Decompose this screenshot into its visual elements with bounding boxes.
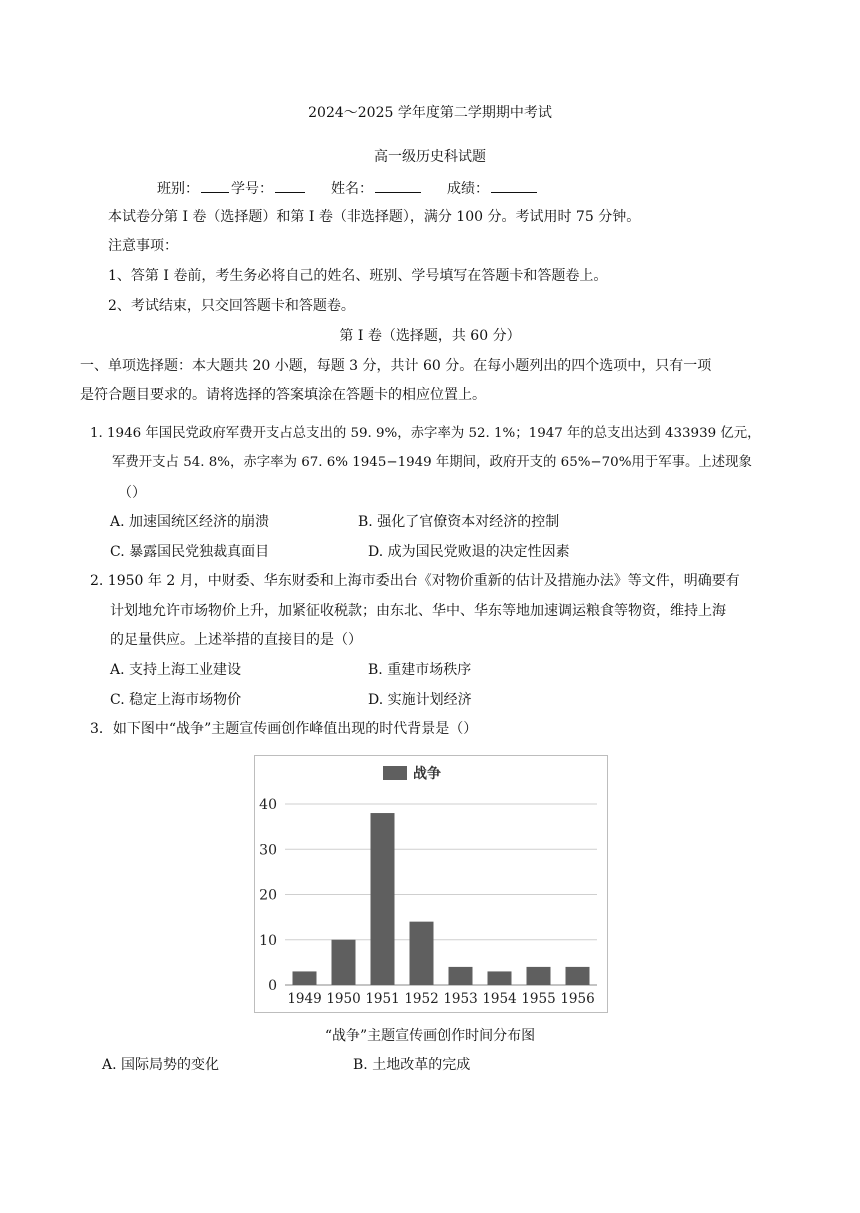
- score-label: 成绩：: [447, 181, 489, 197]
- q1-stem-line-3: （）: [118, 485, 146, 501]
- section-instruction-1: 一、单项选择题：本大题共 20 小题，每题 3 分，共计 60 分。在每小题列出的四个选项中，只有一项: [80, 358, 712, 374]
- bar: [566, 967, 590, 985]
- q2-stem-line-3: 的足量供应。上述举措的直接目的是（）: [110, 632, 362, 648]
- x-tick-label: 1950: [326, 991, 361, 1007]
- q2-option-b[interactable]: B. 重建市场秩序: [368, 662, 472, 678]
- y-tick-label: 40: [259, 797, 277, 813]
- q1-option-c[interactable]: C. 暴露国民党独裁真面目: [110, 544, 270, 560]
- q2-option-c[interactable]: C. 稳定上海市场物价: [110, 692, 242, 708]
- q2-stem-line-2: 计划地允许市场物价上升，加紧征收税款；由东北、华中、华东等地加速调运粮食等物资，维持上海: [110, 603, 726, 619]
- name-label: 姓名：: [331, 181, 373, 197]
- q1-option-b[interactable]: B. 强化了官僚资本对经济的控制: [358, 514, 560, 530]
- y-tick-label: 20: [259, 887, 277, 904]
- x-tick-label: 1949: [287, 991, 322, 1007]
- bar: [332, 940, 356, 985]
- section-instruction-2: 是符合题目要求的。请将选择的答案填涂在答题卡的相应位置上。: [80, 387, 486, 403]
- x-tick-label: 1955: [521, 991, 556, 1007]
- bar: [371, 813, 395, 985]
- q3-stem-line-1: 3．如下图中“战争”主题宣传画创作峰值出现的时代背景是（）: [90, 721, 478, 737]
- class-blank[interactable]: [201, 178, 229, 193]
- student-info-row: [157, 178, 539, 199]
- exam-intro: 本试卷分第 I 卷（选择题）和第 I 卷（非选择题），满分 100 分。考试用时 75 分钟。: [108, 209, 641, 225]
- chart-caption: “战争”主题宣传画创作时间分布图: [324, 1028, 536, 1044]
- q2-option-a[interactable]: A. 支持上海工业建设: [110, 662, 242, 678]
- x-tick-label: 1952: [404, 991, 439, 1007]
- q3-option-b[interactable]: B. 土地改革的完成: [353, 1057, 471, 1073]
- q1-stem-line-1: 1. 1946 年国民党政府军费开支占总支出的 59. 9%，赤字率为 52. 1%；1947 年的总支出达到 433939 亿元，: [90, 426, 761, 441]
- chart-svg: [255, 756, 607, 1012]
- x-tick-label: 1951: [365, 991, 400, 1007]
- y-tick-label: 0: [268, 978, 277, 994]
- score-blank[interactable]: [491, 178, 537, 193]
- q1-option-d[interactable]: D. 成为国民党败退的决定性因素: [368, 544, 570, 560]
- x-tick-label: 1956: [560, 991, 595, 1007]
- x-tick-label: 1954: [482, 991, 517, 1007]
- war-posters-bar-chart: [254, 755, 608, 1013]
- legend-swatch: [383, 766, 407, 780]
- x-tick-label: 1953: [443, 991, 478, 1007]
- id-label: 学号：: [231, 181, 273, 197]
- bar: [488, 971, 512, 985]
- notice-item-1: 1、答第 I 卷前，考生务必将自己的姓名、班别、学号填写在答题卡和答题卷上。: [108, 268, 608, 284]
- exam-subtitle: 高一级历史科试题: [374, 149, 486, 165]
- q1-stem-line-2: 军费开支占 54. 8%，赤字率为 67. 6% 1945−1949 年期间，政府开支的 65%−70%用于军事。上述现象: [112, 455, 752, 470]
- q2-option-d[interactable]: D. 实施计划经济: [368, 692, 472, 708]
- notice-title: 注意事项：: [108, 238, 178, 254]
- bar: [527, 967, 551, 985]
- id-blank[interactable]: [275, 178, 305, 193]
- y-tick-label: 30: [259, 842, 277, 859]
- bar: [410, 922, 434, 985]
- bar: [449, 967, 473, 985]
- q3-option-a[interactable]: A. 国际局势的变化: [102, 1057, 220, 1073]
- notice-item-2: 2、考试结束，只交回答题卡和答题卷。: [108, 298, 355, 314]
- y-tick-label: 10: [259, 932, 277, 949]
- section-title: 第 I 卷（选择题，共 60 分）: [339, 328, 521, 344]
- q2-stem-line-1: 2. 1950 年 2 月，中财委、华东财委和上海市委出台《对物价重新的估计及措施办法》等文件，明确要有: [90, 573, 740, 589]
- name-blank[interactable]: [375, 178, 421, 193]
- q1-option-a[interactable]: A. 加速国统区经济的崩溃: [110, 514, 270, 530]
- legend-label: 战争: [413, 766, 441, 782]
- exam-title: 2024～2025 学年度第二学期期中考试: [308, 105, 552, 121]
- bar: [293, 971, 317, 985]
- class-label: 班别：: [157, 181, 199, 197]
